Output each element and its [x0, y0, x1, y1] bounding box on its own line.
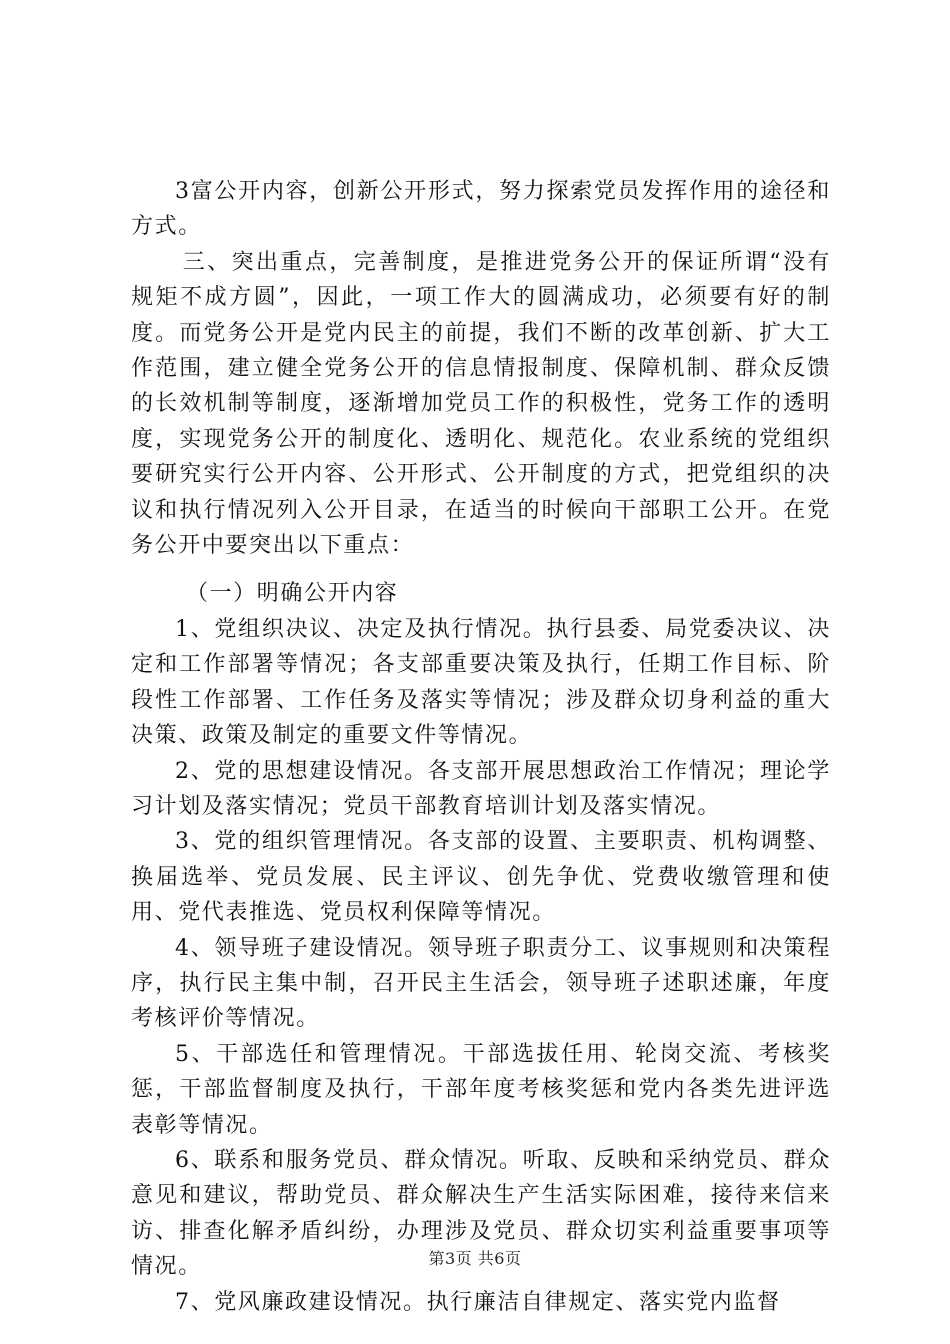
- list-item-3: 3、党的组织管理情况。各支部的设置、主要职责、机构调整、换届选举、党员发展、民主评议、创先争优、党费收缴管理和使用、党代表推选、党员权利保障等情况。: [131, 829, 831, 926]
- list-item-2: 2、党的思想建设情况。各支部开展思想政治工作情况；理论学习计划及落实情况；党员干部教育培训计划及落实情况。: [131, 758, 831, 819]
- page-number-footer: 第3页 共6页: [428, 1249, 522, 1268]
- list-item-1: 1、党组织决议、决定及执行情况。执行县委、局党委决议、决定和工作部署等情况；各支部重要决策及执行，任期工作目标、阶段性工作部署、工作任务及落实等情况；涉及群众切身利益的重大决策、政策及制定的重要文件等情况。: [131, 616, 831, 749]
- paragraph-section-three: 三、突出重点，完善制度，是推进党务公开的保证所谓“没有规矩不成方圆”，因此，一项工作大的圆满成功，必须要有好的制度。而党务公开是党内民主的前提，我们不断的改革创新、扩大工作范围，建立健全党务公开的信息情报制度、保障机制、群众反馈的长效机制等制度，逐渐增加党员工作的积极性，党务工作的透明度，实现党务公开的制度化、透明化、规范化。农业系统的党组织要研究实行公开内容、公开形式、公开制度的方式，把党组织的决议和执行情况列入公开目录，在适当的时候向干部职工公开。在党务公开中要突出以下重点：: [131, 249, 831, 559]
- list-item-7: 7、党风廉政建设情况。执行廉洁自律规定、落实党内监督: [175, 1289, 781, 1315]
- list-item-6: 6、联系和服务党员、群众情况。听取、反映和采纳党员、群众意见和建议，帮助党员、群众解决生产生活实际困难，接待来信来访、排查化解矛盾纠纷，办理涉及党员、群众切实利益重要事项等情况。: [131, 1147, 831, 1280]
- subsection-heading: （一）明确公开内容: [186, 581, 399, 607]
- list-item-4: 4、领导班子建设情况。领导班子职责分工、议事规则和决策程序，执行民主集中制，召开民主生活会，领导班子述职述廉，年度考核评价等情况。: [131, 935, 831, 1032]
- paragraph-intro: 3富公开内容，创新公开形式，努力探索党员发挥作用的途径和方式。: [131, 179, 831, 240]
- document-body: [131, 174, 831, 1320]
- list-item-5: 5、干部选任和管理情况。干部选拔任用、轮岗交流、考核奖惩，干部监督制度及执行，干部年度考核奖惩和党内各类先进评选表彰等情况。: [131, 1041, 831, 1138]
